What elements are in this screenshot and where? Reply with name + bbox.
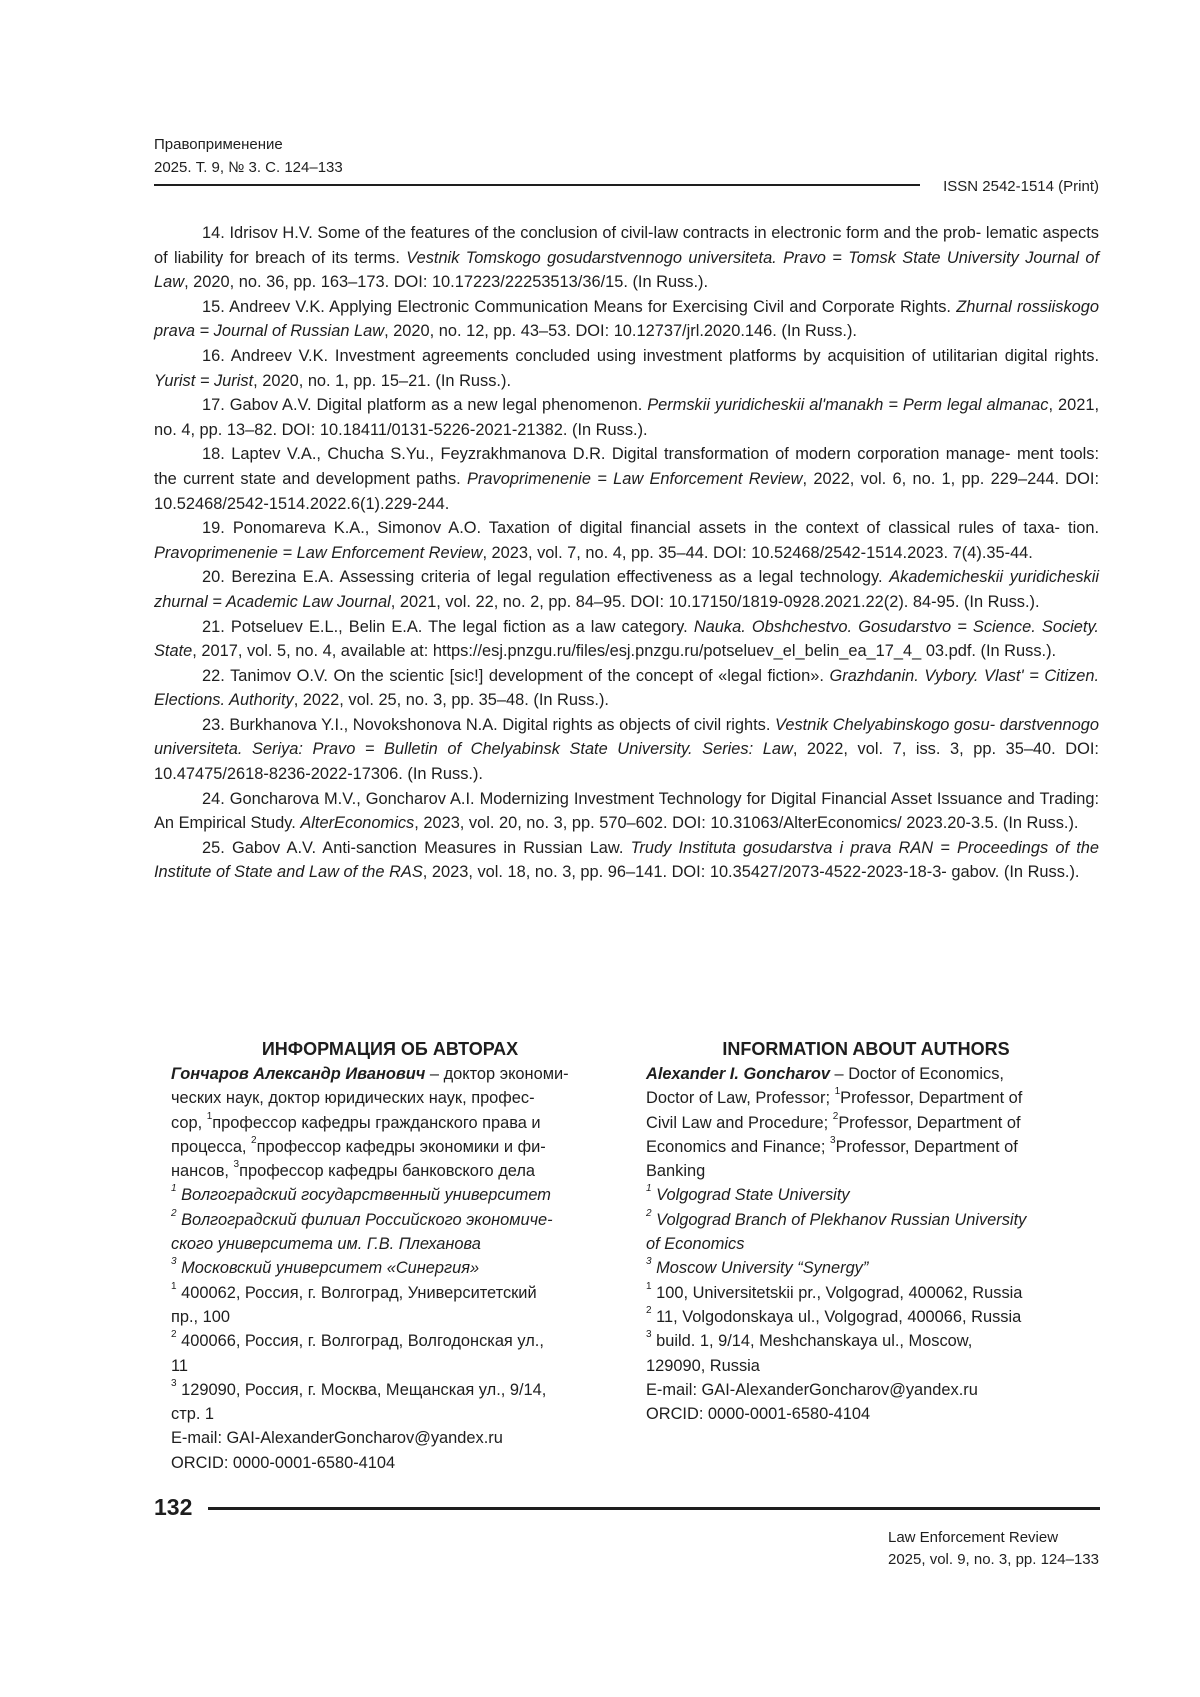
page-number: 132 [154,1494,193,1520]
header-rule [154,184,920,186]
orcid-en: ORCID: 0000-0001-6580-4104 [646,1405,871,1424]
journal-title-ru: Правоприменение [154,136,283,153]
author-name-en: Alexander I. Goncharov [646,1065,830,1083]
reference-item: 17. Gabov A.V. Digital platform as a new legal phenomenon. Permskii yuridicheskii al'manakh = Perm legal almanac, 2021, no. 4, pp. 13–82. DOI: 10.18411/0131-5226-2021-21382. (In Russ.). [154,396,1099,439]
author-name-ru: Гончаров Александр Иванович [171,1065,426,1083]
journal-title-en: Law Enforcement Review [887,1529,1059,1546]
reference-item: 18. Laptev V.A., Chucha S.Yu., Feyzrakhmanova D.R. Digital transformation of modern corporation manage- ment tools: the current state and development paths. Pravoprimenenie = Law Enforcement Review, 2022, vol. 6, no. 1, pp. 229–244. DOI: 10.52468/2542-1514.2022.6(1).229-244. [154,445,1100,513]
reference-item: 20. Berezina E.A. Assessing criteria of legal regulation effectiveness as a legal technology. Akademicheskii yuridicheskii zhurnal = Academic Law Journal, 2021, vol. 22, no. 2, pp. 84–95. DOI: 10.17150/1819-0928.2021.22(2). 84-95. (In Russ.). [154,568,1099,611]
address-1-ru: $^1$ 400062, Россия, г. Волгоград, Университетский [171,1280,537,1302]
reference-item: 25. Gabov A.V. Anti-sanction Measures in Russian Law. Trudy Instituta gosudarstva i prava RAN = Proceedings of the Institute of State and Law of the RAS, 2023, vol. 18, no. 3, pp. 96–141. DOI: 10.35427/2073-4522-2023-18-3- gabov. (In Russ.). [154,838,1099,882]
reference-item: 14. Idrisov H.V. Some of the features of the conclusion of civil-law contracts in electronic form and the prob- lematic aspects of liability for breach of its terms. Vestnik Tomskogo gosudarstvennogo universiteta. Pravo = Tomsk State University Journal of Law, 2020, no. 36, pp. 163–173. DOI: 10.17223/22253513/36/15. (In Russ.). [154,224,1100,292]
reference-item: 22. Tanimov O.V. On the scientic [sic!] development of the concept of «legal fiction». Grazhdanin. Vybory. Vlast' = Citizen. Elections. Authority, 2022, vol. 25, no. 3, pp. 35–48. (In Russ.). [154,666,1099,710]
affiliation-1-en: $^1$ Volgograd State University [646,1183,850,1205]
address-3-ru: $^3$ 129090, Россия, г. Москва, Мещанская ул., 9/14, [171,1377,547,1399]
authors-heading-en: INFORMATION ABOUT AUTHORS [722,1039,1010,1059]
reference-item: 23. Burkhanova Y.I., Novokshonova N.A. Digital rights as objects of civil rights. Vestnik Chelyabinskogo gosu- darstvennogo universiteta. Seriya: Pravo = Bulletin of Chelyabinsk State University. Series: Law, 2022, vol. 7, iss. 3, pp. 35–40. DOI: 10.47475/2618-8236-2022-17306. (In Russ.). [154,715,1099,784]
reference-item: 21. Potseluev E.L., Belin E.A. The legal fiction as a law category. Nauka. Obshchestvo. Gosudarstvo = Science. Society. State, 2017, vol. 5, no. 4, available at: https://esj.pnzgu.ru/files/esj.pnzgu.ru/potseluev_el_belin_ea_17_4_ 03.pdf. (In Russ.). [154,617,1099,661]
reference-item: 19. Ponomareva K.A., Simonov A.O. Taxation of digital financial assets in the context of classical rules of taxa- tion. Pravoprimenenie = Law Enforcement Review, 2023, vol. 7, no. 4, pp. 35–44. DOI: 10.52468/2542-1514.2023. 7(4).35-44. [154,519,1099,562]
email-en: E-mail: GAI-AlexanderGoncharov@yandex.ru [646,1380,978,1399]
footer-rule [208,1507,1100,1510]
header-journal-info [154,133,343,179]
reference-item: 16. Andreev V.K. Investment agreements concluded using investment platforms by acquisition of utilitarian digital rights. Yurist = Jurist, 2020, no. 1, pp. 15–21. (In Russ.). [154,346,1100,390]
footer-journal-info [888,1527,1099,1571]
reference-list [154,221,1099,885]
address-1-en: $^1$ 100, Universitetskii pr., Volgograd, 400062, Russia [646,1280,1023,1302]
email-ru: E-mail: GAI-AlexanderGoncharov@yandex.ru [171,1429,503,1448]
address-2-en: $^2$ 11, Volgodonskaya ul., Volgograd, 400066, Russia [646,1304,1022,1326]
affiliation-3-en: $^3$ Moscow University “Synergy” [646,1256,869,1278]
address-3-en: $^3$ build. 1, 9/14, Meshchanskaya ul., Moscow, [646,1329,973,1351]
affiliation-1-ru: $^1$ Волгоградский государственный университет [171,1183,551,1205]
address-2-ru: $^2$ 400066, Россия, г. Волгоград, Волгодонская ул., [171,1329,544,1351]
authors-info-ru: ИНФОРМАЦИЯ ОБ АВТОРАХ Гончаров Александр Иванович – доктор экономи- ческих наук, доктор юридических наук, профес- сор, $^1$профессор кафедры гражданского права и процесса, $^2$профессор кафедры экономики и фи- нансов, $^3$профессор кафедры банковского дела $^1$ Волгоградский государственный университет $^2$ Волгоградский филиал Российского экономиче- ского университета им. Г.В. Плеханова $^3$ Московский университет «Синергия» $^1$ 400062, Россия, г. Волгоград, Университетский пр., 100 $^2$ 400066, Россия, г. Волгоград, Волгодонская ул., 11 $^3$ 129090, Россия, г. Москва, Мещанская ул., 9/14, стр. 1 E-mail: GAI-AlexanderGoncharov@yandex.ru ORCID: 0000-0001-6580-4104 [171,1037,609,1475]
affiliation-2-ru: $^2$ Волгоградский филиал Российского экономиче- [171,1207,553,1229]
affiliation-3-ru: $^3$ Московский университет «Синергия» [171,1256,480,1278]
orcid-ru: ORCID: 0000-0001-6580-4104 [171,1453,396,1472]
issn-label: ISSN 2542-1514 (Print) [943,178,1099,195]
reference-item: 24. Goncharova M.V., Goncharov A.I. Modernizing Investment Technology for Digital Financial Asset Issuance and Trading: An Empirical Study. AlterEconomics, 2023, vol. 20, no. 3, pp. 570–602. DOI: 10.31063/AlterEconomics/ 2023.20-3.5. (In Russ.). [154,789,1100,833]
authors-heading-ru: ИНФОРМАЦИЯ ОБ АВТОРАХ [261,1039,519,1059]
authors-info-en: INFORMATION ABOUT AUTHORS Alexander I. Goncharov – Doctor of Economics, Doctor of Law, Professor; $^1$Professor, Department of Civil Law and Procedure; $^2$Professor, Department of Economics and Finance; $^3$Professor, Department of Banking $^1$ Volgograd State University $^2$ Volgograd Branch of Plekhanov Russian University of Economics $^3$ Moscow University “Synergy” $^1$ 100, Universitetskii pr., Volgograd, 400062, Russia $^2$ 11, Volgodonskaya ul., Volgograd, 400066, Russia $^3$ build. 1, 9/14, Meshchanskaya ul., Moscow, 129090, Russia E-mail: GAI-AlexanderGoncharov@yandex.ru ORCID: 0000-0001-6580-4104 [646,1037,1086,1426]
affiliation-2-en: $^2$ Volgograd Branch of Plekhanov Russian University [646,1207,1027,1229]
reference-item: 15. Andreev V.K. Applying Electronic Communication Means for Exercising Civil and Corporate Rights. Zhurnal rossiiskogo prava = Journal of Russian Law, 2020, no. 12, pp. 43–53. DOI: 10.12737/jrl.2020.146. (In Russ.). [154,297,1099,341]
issue-info-ru: 2025. Т. 9, № 3. С. 124–133 [154,159,343,176]
issue-info-en: 2025, vol. 9, no. 3, pp. 124–133 [887,1551,1099,1568]
